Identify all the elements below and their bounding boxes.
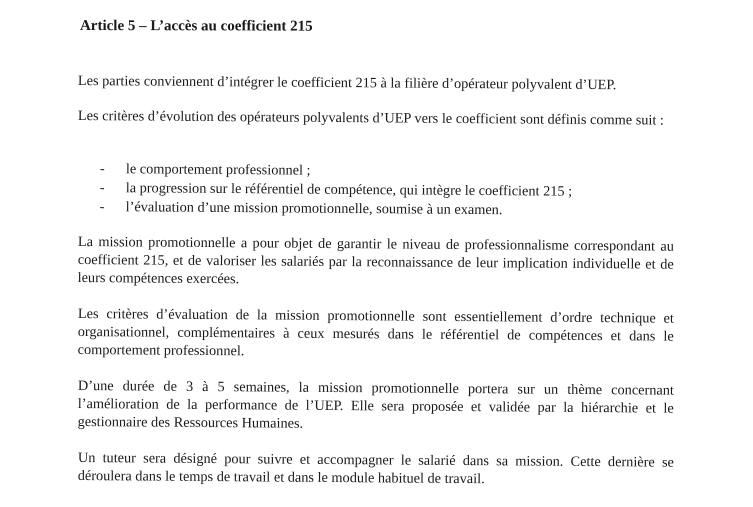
paragraph-mission-duration: D’une durée de 3 à 5 semaines, la mission promotionnelle portera sur un thème concernant l’amélioration de la performance de l’UEP. Elle sera proposée et validée par la hiérarchie et le gestionnaire des Ressources Humaines. <box>77 377 674 432</box>
bullet-dash: - <box>99 179 105 197</box>
paragraph-mission-purpose: La mission promotionnelle a pour objet de garantir le niveau de professionnalisme correspondant au coefficient 215, et de valoriser les salariés par la reconnaissance de leur implication individuelle et de leurs compétences exercées. <box>77 233 674 288</box>
list-item-text: l’évaluation d’une mission promotionnelle, soumise à un examen. <box>125 199 503 219</box>
list-item-text: la progression sur le référentiel de compétence, qui intègre le coefficient 215 ; <box>125 180 573 200</box>
list-item-text: le comportement professionnel ; <box>125 161 311 179</box>
paragraph-evaluation-criteria: Les critères d’évaluation de la mission promotionnelle sont essentiellement d’ordre technique et organisationnel, complémentaires à ceux mesurés dans le référentiel de compétences et dans le comportement professionnel. <box>77 305 674 360</box>
bullet-dash: - <box>99 160 105 178</box>
bullet-dash: - <box>99 198 105 216</box>
criteria-list <box>100 160 660 221</box>
list-item <box>100 198 660 221</box>
paragraph-criteria-intro: Les critères d’évolution des opérateurs polyvalents d’UEP vers le coefficient sont définis comme suit : <box>77 107 664 129</box>
paragraph-tutor: Un tuteur sera désigné pour suivre et accompagner le salarié dans sa mission. Cette dernière se déroulera dans le temps de travail et dans le module habituel de travail. <box>77 449 674 488</box>
article-heading: Article 5 – L’accès au coefficient 215 <box>79 18 313 35</box>
paragraph-intro: Les parties conviennent d’intégrer le coefficient 215 à la filière d’opérateur polyvalent d’UEP. <box>77 72 617 94</box>
